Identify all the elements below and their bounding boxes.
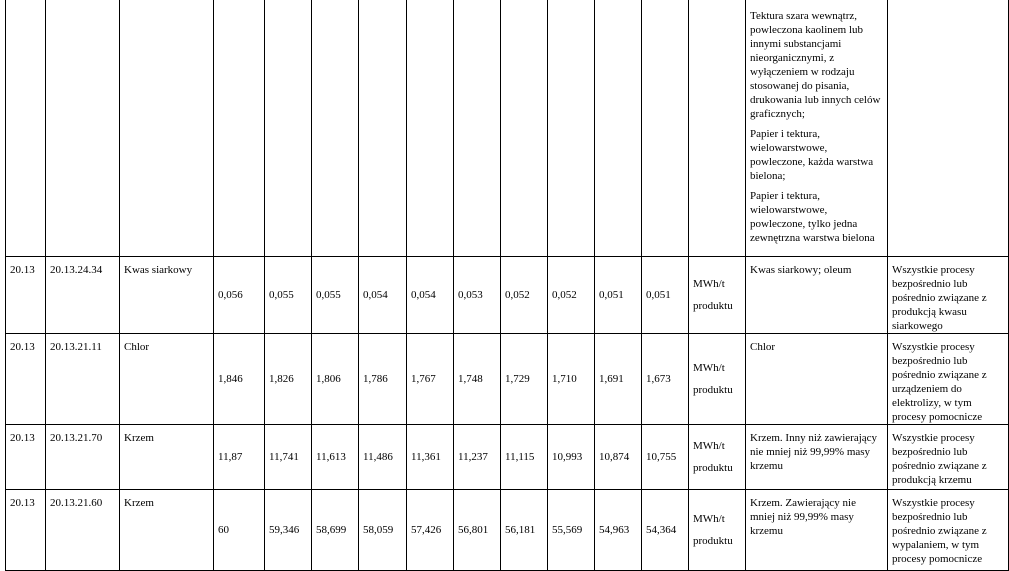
unit-cell [689, 0, 746, 257]
nace-code-cell: 20.13 [6, 425, 46, 490]
nace-code-cell: 20.13 [6, 257, 46, 334]
unit-cell [689, 257, 746, 334]
benchmark-value-cell: 10,993 [548, 425, 595, 490]
benchmark-value-cell: 1,846 [214, 334, 265, 425]
benchmark-value-cell: 11,486 [359, 425, 407, 490]
product-name-cell: Chlor [120, 334, 214, 425]
benchmark-value-cell: 0,055 [312, 257, 359, 334]
benchmark-value-cell: 54,963 [595, 490, 642, 571]
prodcom-code-cell: 20.13.21.60 [46, 490, 120, 571]
benchmark-value-cell: 54,364 [642, 490, 689, 571]
unit-line: MWh/t [693, 362, 725, 374]
benchmark-value-cell: 0,054 [359, 257, 407, 334]
unit-line: produktu [693, 535, 733, 547]
processes-cell: Wszystkie procesy bezpośrednio lub pośrednio związane z urządzeniem do elektrolizy, w tym procesy pomocnicze [888, 334, 1009, 425]
benchmark-value-cell: 11,613 [312, 425, 359, 490]
processes-cell: Wszystkie procesy bezpośrednio lub pośrednio związane z wypalaniem, w tym procesy pomocnicze [888, 490, 1009, 571]
unit-line: MWh/t [693, 440, 725, 452]
value-cell [501, 0, 548, 257]
unit-cell [689, 334, 746, 425]
value-cell [454, 0, 501, 257]
product-definition-paragraph: Tektura szara wewnątrz, powleczona kaolinem lub innymi substancjami nieorganicznymi, z wyłączeniem w rodzaju stosowanej do pisania, drukowania lub innych celów graficznych; [750, 10, 881, 120]
benchmark-value-cell: 11,115 [501, 425, 548, 490]
benchmark-value-cell: 1,767 [407, 334, 454, 425]
benchmark-value-cell: 58,699 [312, 490, 359, 571]
nace-code-cell: 20.13 [6, 490, 46, 571]
prodcom-code-cell: 20.13.21.11 [46, 334, 120, 425]
value-cell [214, 0, 265, 257]
table-row [6, 425, 1009, 490]
benchmark-value-cell: 0,052 [548, 257, 595, 334]
prodcom-cell [46, 0, 120, 257]
benchmark-value-cell: 0,056 [214, 257, 265, 334]
product-name-cell: Kwas siarkowy [120, 257, 214, 334]
benchmark-value-cell: 1,691 [595, 334, 642, 425]
unit-line: produktu [693, 462, 733, 474]
benchmark-value-cell: 0,053 [454, 257, 501, 334]
unit-cell [689, 490, 746, 571]
benchmark-value-cell: 56,801 [454, 490, 501, 571]
product-name-cell: Krzem [120, 490, 214, 571]
table-row [6, 257, 1009, 334]
benchmark-value-cell: 10,874 [595, 425, 642, 490]
product-definition-paragraph: Papier i tektura, wielowarstwowe, powleczone, tylko jedna zewnętrzna warstwa bielona [750, 190, 875, 244]
unit-cell [689, 425, 746, 490]
table-row-continued [6, 0, 1009, 257]
benchmark-value-cell: 1,806 [312, 334, 359, 425]
benchmark-value-cell: 11,237 [454, 425, 501, 490]
benchmark-table [5, 0, 1009, 571]
benchmark-value-cell: 0,055 [265, 257, 312, 334]
benchmark-value-cell: 58,059 [359, 490, 407, 571]
table-row [6, 490, 1009, 571]
product-definition-cell: Kwas siarkowy; oleum [746, 257, 888, 334]
benchmark-value-cell: 60 [214, 490, 265, 571]
benchmark-value-cell: 0,052 [501, 257, 548, 334]
value-cell [595, 0, 642, 257]
value-cell [548, 0, 595, 257]
value-cell [407, 0, 454, 257]
value-cell [359, 0, 407, 257]
product-name-cell [120, 0, 214, 257]
benchmark-value-cell: 1,826 [265, 334, 312, 425]
product-name-cell: Krzem [120, 425, 214, 490]
product-definition-paragraph: Papier i tektura, wielowarstwowe, powleczone, każda warstwa bielona; [750, 128, 874, 182]
processes-cell: Wszystkie procesy bezpośrednio lub pośrednio związane z produkcją krzemu [888, 425, 1009, 490]
unit-line: produktu [693, 300, 733, 312]
nace-cell [6, 0, 46, 257]
product-definition-cell [746, 0, 888, 257]
benchmark-value-cell: 55,569 [548, 490, 595, 571]
benchmark-value-cell: 10,755 [642, 425, 689, 490]
table-row [6, 334, 1009, 425]
benchmark-value-cell: 0,054 [407, 257, 454, 334]
product-definition-cell: Krzem. Zawierający nie mniej niż 99,99% masy krzemu [746, 490, 888, 571]
unit-line: produktu [693, 384, 733, 396]
benchmark-value-cell: 1,710 [548, 334, 595, 425]
value-cell [312, 0, 359, 257]
unit-line: MWh/t [693, 513, 725, 525]
unit-line: MWh/t [693, 278, 725, 290]
product-definition-cell: Krzem. Inny niż zawierający nie mniej niż 99,99% masy krzemu [746, 425, 888, 490]
prodcom-code-cell: 20.13.24.34 [46, 257, 120, 334]
nace-code-cell: 20.13 [6, 334, 46, 425]
benchmark-value-cell: 11,87 [214, 425, 265, 490]
value-cell [265, 0, 312, 257]
product-definition-cell: Chlor [746, 334, 888, 425]
processes-cell [888, 0, 1009, 257]
benchmark-value-cell: 1,729 [501, 334, 548, 425]
benchmark-value-cell: 1,673 [642, 334, 689, 425]
benchmark-value-cell: 59,346 [265, 490, 312, 571]
benchmark-value-cell: 1,786 [359, 334, 407, 425]
processes-cell: Wszystkie procesy bezpośrednio lub pośrednio związane z produkcją kwasu siarkowego [888, 257, 1009, 334]
benchmark-value-cell: 11,741 [265, 425, 312, 490]
benchmark-value-cell: 56,181 [501, 490, 548, 571]
prodcom-code-cell: 20.13.21.70 [46, 425, 120, 490]
benchmark-value-cell: 57,426 [407, 490, 454, 571]
benchmark-value-cell: 0,051 [642, 257, 689, 334]
benchmark-value-cell: 0,051 [595, 257, 642, 334]
benchmark-value-cell: 11,361 [407, 425, 454, 490]
benchmark-value-cell: 1,748 [454, 334, 501, 425]
value-cell [642, 0, 689, 257]
